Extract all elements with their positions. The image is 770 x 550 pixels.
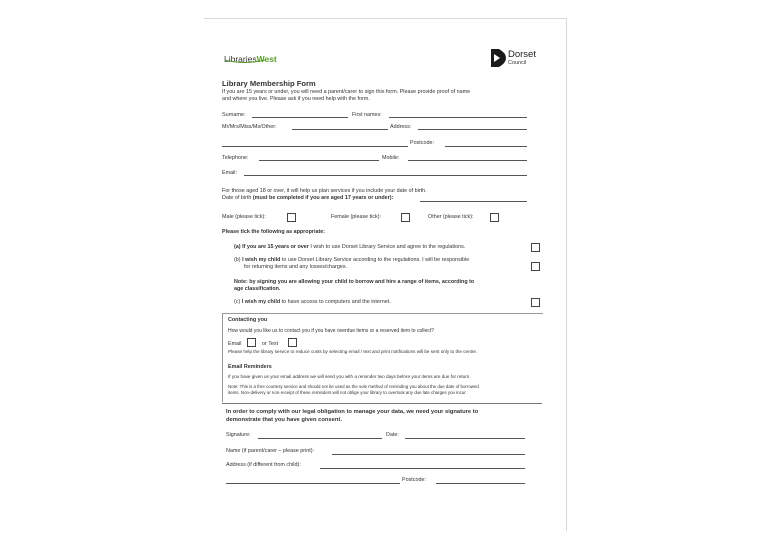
option-c-bold: I wish my child	[241, 299, 281, 305]
parent-address-label: Address (if different from child):	[226, 462, 301, 468]
parent-postcode-field[interactable]	[436, 483, 525, 484]
option-a-rest: I wish to use Dorset Library Service and agree to the regulations.	[308, 244, 466, 250]
email-field[interactable]	[244, 175, 527, 176]
option-c-prefix: (c)	[234, 299, 242, 305]
membership-form-page	[204, 18, 567, 531]
section-divider	[222, 403, 542, 404]
female-checkbox[interactable]	[401, 213, 410, 222]
dorset-emblem-icon	[489, 48, 507, 68]
postcode-field[interactable]	[445, 146, 527, 147]
option-c-text	[234, 299, 391, 305]
parent-name-label: Name (if parent/carer – please print):	[226, 448, 315, 454]
contact-text-checkbox[interactable]	[288, 338, 297, 347]
note-line-2: age classification.	[234, 286, 281, 292]
postcode-label: Postcode:	[410, 140, 434, 146]
signature-label: Signature:	[226, 432, 251, 438]
other-checkbox[interactable]	[490, 213, 499, 222]
first-names-field[interactable]	[389, 117, 527, 118]
signature-field[interactable]	[258, 438, 382, 439]
consent-line-1: In order to comply with our legal obligation to manage your data, we need your signature to	[226, 409, 479, 415]
dob-field[interactable]	[420, 201, 527, 202]
option-c-checkbox[interactable]	[531, 298, 540, 307]
logo-text-west: West	[256, 54, 277, 64]
appropriate-heading: Please tick the following as appropriate:	[222, 229, 326, 235]
option-a-checkbox[interactable]	[531, 243, 540, 252]
logo-swoosh-icon	[224, 59, 266, 64]
option-a-text	[234, 244, 465, 250]
option-c-rest: to have access to computers and the internet.	[280, 299, 391, 305]
contact-email-checkbox[interactable]	[247, 338, 256, 347]
parent-address-field-line-2[interactable]	[226, 483, 400, 484]
option-b-prefix: (b)	[234, 257, 243, 263]
reminders-line-2: Note: This is a free courtesy service and should not be used as the sole method of reminding you about the due date of borrowed	[228, 384, 479, 389]
female-label: Female (please tick):	[331, 214, 382, 220]
council-text: Council	[508, 60, 527, 66]
address-label: Address:	[390, 124, 412, 130]
dorset-council-logo	[489, 48, 551, 70]
mobile-field[interactable]	[408, 160, 527, 161]
reminders-line-3: items. Non-delivery or non-receipt of these reminders will not oblige your library to overlook any due late charges you incur.	[228, 390, 467, 395]
option-a-bold: (a) If you are 15 years or over	[234, 244, 309, 250]
contact-question: How would you like us to contact you if you have overdue items or a reserved item to collect?	[228, 328, 434, 334]
parent-name-field[interactable]	[332, 454, 525, 455]
parent-postcode-label: Postcode:	[402, 477, 426, 483]
dob-label	[222, 195, 393, 201]
option-b-line2: for returning items and any losses/charges.	[244, 264, 348, 270]
option-b-bold: I wish my child	[242, 257, 281, 263]
title-label: Mr/Mrs/Miss/Ms/Other:	[222, 124, 277, 130]
libraries-west-logo	[224, 49, 277, 67]
option-b-rest: to use Dorset Library Service according to the regulations. I will be responsible	[280, 257, 470, 263]
option-b-checkbox[interactable]	[531, 262, 540, 271]
address-field-line-2[interactable]	[222, 146, 408, 147]
form-title: Library Membership Form	[222, 79, 316, 88]
contact-help: Please help the library service to reduce costs by selecting email / text and print notifications will be sent only to the centre.	[228, 349, 478, 354]
telephone-field[interactable]	[259, 160, 379, 161]
reminders-line-1: If you have given us your email address we will send you with a reminder two days before your items are due for return.	[228, 374, 471, 379]
contact-email-label: Email	[228, 341, 242, 347]
consent-line-2: demonstrate that you have given consent.	[226, 417, 342, 423]
address-field-line-1[interactable]	[418, 129, 527, 130]
mobile-label: Mobile:	[382, 155, 400, 161]
dorset-text: Dorset	[508, 49, 536, 60]
male-label: Male (please tick):	[222, 214, 266, 220]
contact-heading: Contacting you	[228, 317, 268, 323]
first-names-label: First names:	[352, 112, 382, 118]
dob-label-bold: (must be completed if you are aged 17 years or under):	[252, 195, 394, 201]
option-b-text	[234, 257, 469, 263]
contact-text-label: or Text	[262, 341, 279, 347]
logo-text-libraries: Libraries	[224, 54, 257, 64]
reminders-heading: Email Reminders	[228, 364, 272, 370]
other-label: Other (please tick):	[428, 214, 474, 220]
intro-line-1: If you are 15 years or under, you will need a parent/carer to sign this form. Please provide proof of name	[222, 89, 471, 95]
date-label: Date:	[386, 432, 399, 438]
parent-address-field[interactable]	[320, 468, 525, 469]
email-label: Email:	[222, 170, 237, 176]
surname-field[interactable]	[252, 117, 348, 118]
male-checkbox[interactable]	[287, 213, 296, 222]
dob-note: For those aged 18 or over, it will help us plan services if you include your date of birth.	[222, 188, 427, 194]
intro-line-2: and where you live. Please ask if you need help with the form.	[222, 96, 370, 102]
dob-label-plain: Date of birth	[222, 195, 253, 201]
date-field[interactable]	[405, 438, 525, 439]
surname-label: Surname:	[222, 112, 246, 118]
note-line-1: Note: by signing you are allowing your child to borrow and hire a range of items, according to	[234, 279, 475, 285]
telephone-label: Telephone:	[222, 155, 249, 161]
title-field[interactable]	[292, 129, 388, 130]
